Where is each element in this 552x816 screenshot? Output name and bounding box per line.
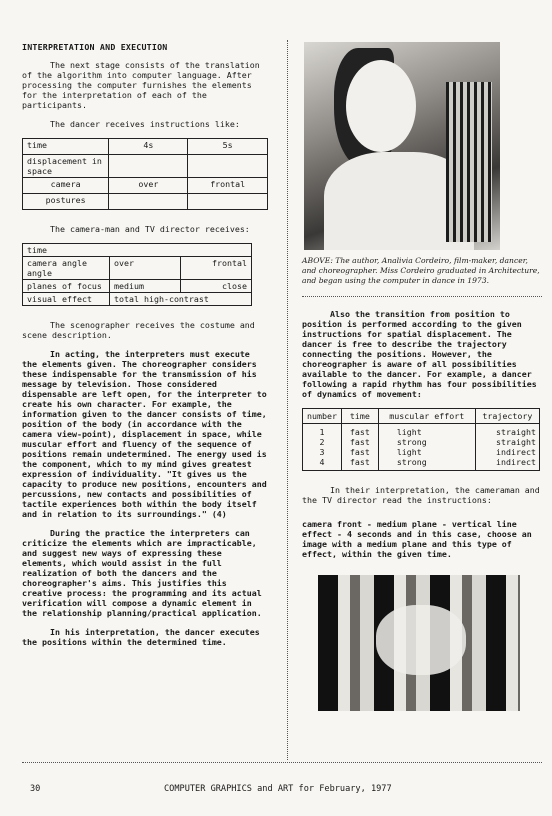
table-cell: 2 (303, 437, 342, 447)
footer-divider (22, 762, 542, 763)
table-cell: straight (475, 424, 539, 438)
camera-instructions-table (22, 243, 252, 306)
table-row (303, 457, 540, 471)
table-header-row (303, 409, 540, 424)
table-cell: camera (23, 178, 109, 194)
table-row (23, 139, 268, 155)
table-cell: fast (341, 447, 378, 457)
table-cell: camera angle angle (23, 257, 110, 280)
dynamics-table (302, 408, 540, 471)
table-cell: 4 (303, 457, 342, 471)
photo-caption: ABOVE: The author, Analivia Cordeiro, film-maker, dancer, and choreographer. Miss Cordeiro graduated in Architecture, and began using the computer in dance in 1973. (302, 256, 540, 285)
table-row (303, 437, 540, 447)
table-cell: strong (378, 457, 475, 471)
publication-footer: COMPUTER GRAPHICS and ART for February, 1977 (164, 784, 392, 794)
table-cell: visual effect (23, 293, 110, 306)
paragraph: In his interpretation, the dancer executes the positions within the determined time. (22, 627, 260, 647)
table-cell: medium (110, 280, 181, 293)
table-row (303, 447, 540, 457)
table-cell: 3 (303, 447, 342, 457)
divider (302, 296, 542, 297)
paragraph: The next stage consists of the translation of the algorithm into computer language. After processing the computer furnishes the elements for the interpretation of each of the participants. (22, 60, 260, 110)
table-row (23, 293, 252, 306)
paragraph: The camera-man and TV director receives: (50, 224, 250, 234)
table-header: time (341, 409, 378, 424)
table-cell: planes of focus (23, 280, 110, 293)
table-cell: time (23, 139, 109, 155)
table-header: number (303, 409, 342, 424)
table-cell: frontal (188, 178, 268, 194)
table-row (303, 424, 540, 438)
author-photo (304, 42, 500, 250)
table-cell (188, 194, 268, 210)
table-cell: time (23, 244, 252, 257)
table-cell: light (378, 424, 475, 438)
table-cell: straight (475, 437, 539, 447)
right-column (302, 40, 542, 711)
table-cell (188, 155, 268, 178)
table-row (23, 155, 268, 178)
table-cell: fast (341, 457, 378, 471)
table-cell: light (378, 447, 475, 457)
table-cell: 5s (188, 139, 268, 155)
table-cell: 4s (109, 139, 188, 155)
table-row (23, 280, 252, 293)
table-cell: over (109, 178, 188, 194)
table-cell: close (181, 280, 252, 293)
paragraph: Also the transition from position to position is performed according to the given instructions for spatial displacement. The dancer is free to describe the trajectory connecting the positions. However, the choreographer is aware of all possibilities available to the dancer. For example, a dancer following a rapid rhythm has four possibilities of dynamics of movement: (302, 309, 537, 399)
camera-instruction-example: camera front - medium plane - vertical line effect - 4 seconds and in this case, choose an image with a medium plane and this type of effect, within the given time. (302, 519, 532, 559)
table-cell: indirect (475, 457, 539, 471)
section-heading: INTERPRETATION AND EXECUTION (22, 42, 168, 52)
left-column (22, 40, 268, 656)
table-cell: fast (341, 437, 378, 447)
dance-frame-strips-image (318, 575, 520, 711)
table-cell: 1 (303, 424, 342, 438)
column-divider (287, 40, 288, 760)
table-header: muscular effort (378, 409, 475, 424)
table-row (23, 194, 268, 210)
table-cell: displacement in space (23, 155, 109, 178)
table-row (23, 257, 252, 280)
table-cell (109, 155, 188, 178)
table-row (23, 244, 252, 257)
table-cell: strong (378, 437, 475, 447)
table-header: trajectory (475, 409, 539, 424)
table-cell (109, 194, 188, 210)
table-cell: total high-contrast (110, 293, 252, 306)
page-number: 30 (30, 784, 41, 794)
table-cell: postures (23, 194, 109, 210)
paragraph: The scenographer receives the costume and scene description. (22, 320, 255, 340)
paragraph: During the practice the interpreters can criticize the elements which are impracticable, and suggest new ways of expressing these elements, which would assist in the full realization of both the dancers and the choreographer's aims. This justifies this creative process: the programming and its actual verification will compose a dynamic element in the relationship planning/practical application. (22, 528, 262, 618)
table-row (23, 178, 268, 194)
paragraph: In acting, the interpreters must execute the elements given. The choreographer considers these indispensable for the transmission of his message by television. Those considered dispensable are left open, for the interpreter to create his own character. For example, the information given to the dancer consists of time, position of the body (in accordance with the camera view-point), displacement in space, while muscular effort and fluency of the sequence of positions remain undetermined. The energy used is the component, which to my mind gives greatest expression of individuality. "It gives us the capacity to produce new positions, encounters and percussions, new contacts and possibilities of tactile experiences both within the body itself and in relation to its surroundings." (4) (22, 349, 267, 519)
table-cell: fast (341, 424, 378, 438)
paragraph: The dancer receives instructions like: (50, 119, 240, 129)
table-cell: indirect (475, 447, 539, 457)
paragraph: In their interpretation, the cameraman and the TV director read the instructions: (302, 485, 540, 505)
table-cell: frontal (181, 257, 252, 280)
table-cell: over (110, 257, 181, 280)
dancer-instructions-table (22, 138, 268, 210)
